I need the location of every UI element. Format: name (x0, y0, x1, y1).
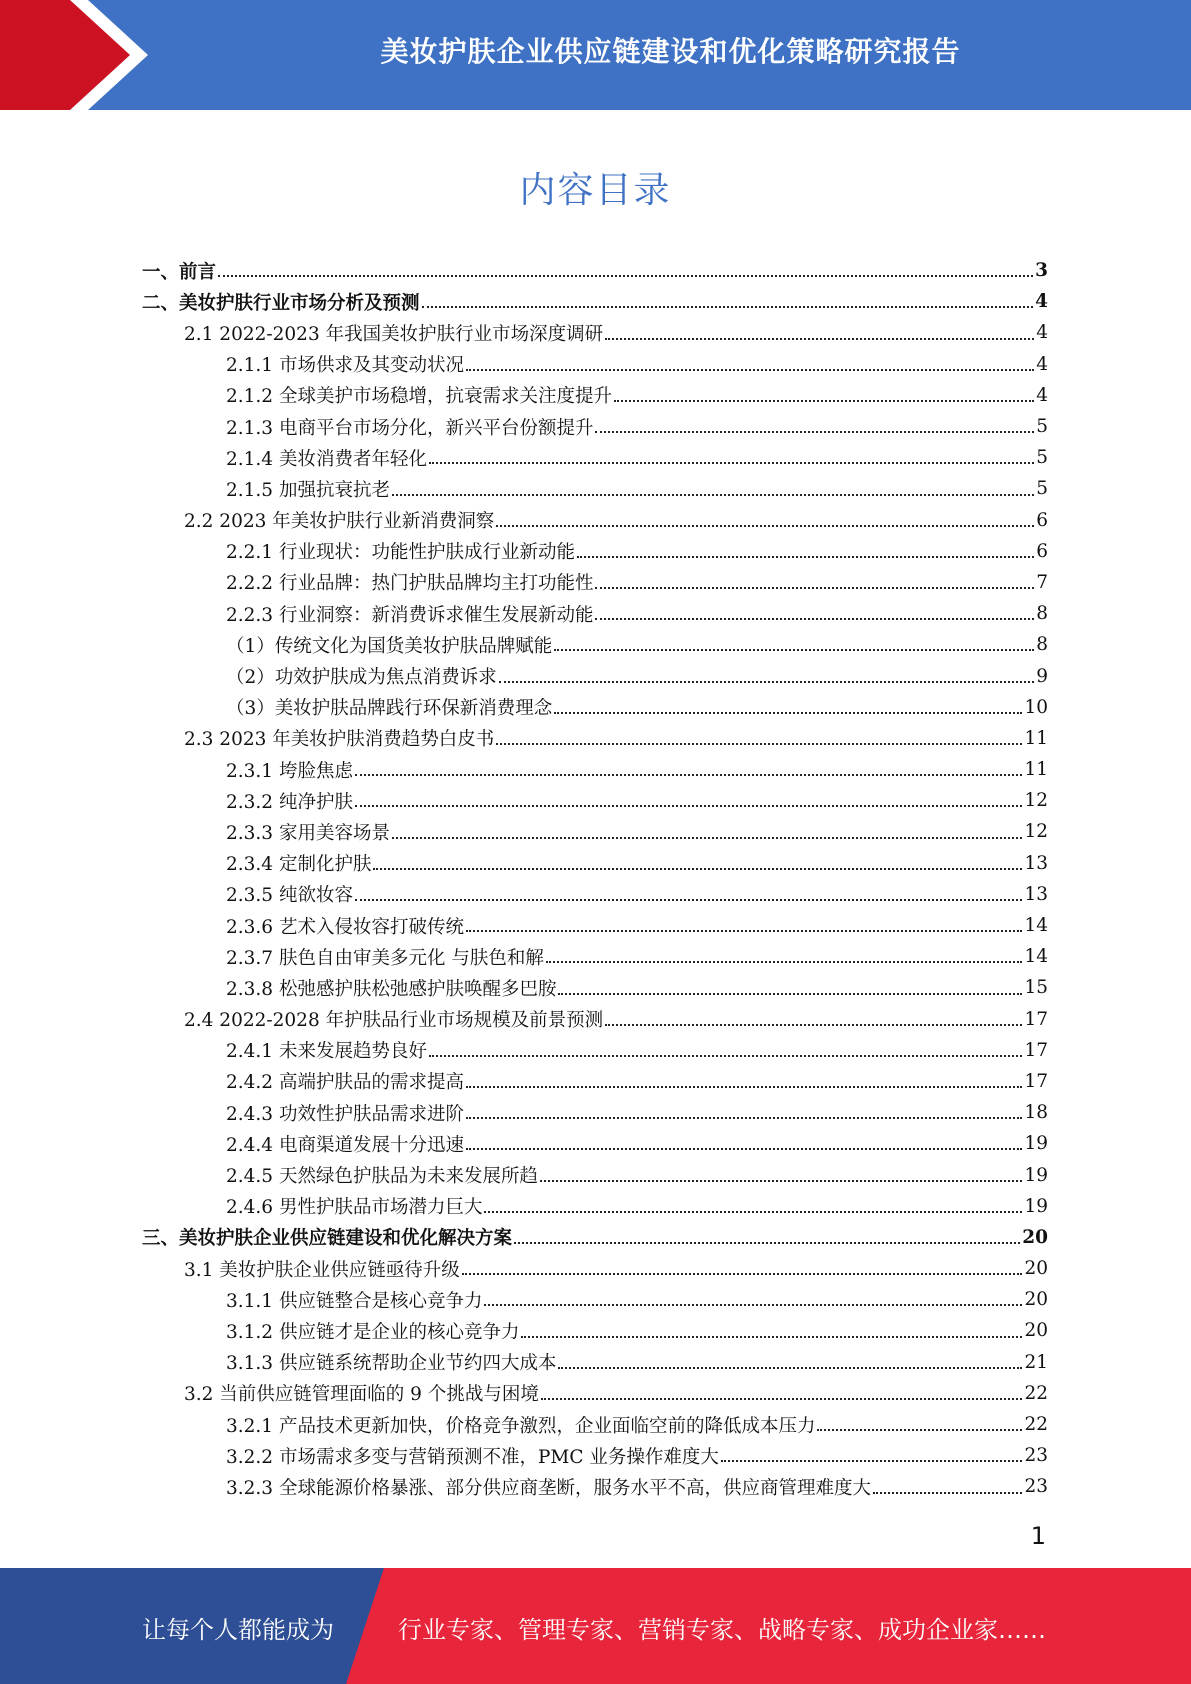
footer-slogan-left: 让每个人都能成为 (142, 1616, 334, 1644)
toc-entry[interactable] (142, 785, 1048, 816)
toc-entry[interactable] (142, 816, 1048, 847)
toc-entry[interactable] (142, 505, 1048, 536)
toc-entry-page: 20 (1024, 1258, 1048, 1280)
toc-entry[interactable] (142, 1378, 1048, 1409)
toc-entry-page: 5 (1036, 478, 1048, 500)
toc-entry-page: 20 (1022, 1226, 1048, 1248)
toc-entry-title: 3.2.2 市场需求多变与营销预测不准，PMC 业务操作难度大 (226, 1446, 719, 1468)
toc-entry-title: 2.4.4 电商渠道发展十分迅速 (226, 1134, 464, 1156)
toc-dot-leader (496, 742, 1022, 745)
toc-entry[interactable] (142, 723, 1048, 754)
toc-entry-page: 8 (1036, 634, 1048, 656)
toc-entry[interactable] (142, 1191, 1048, 1222)
toc-entry-page: 13 (1024, 883, 1048, 905)
toc-entry[interactable] (142, 411, 1048, 442)
toc-entry-page: 3 (1035, 260, 1048, 282)
toc-dot-leader (429, 1054, 1022, 1057)
toc-dot-leader (462, 1272, 1023, 1275)
toc-dot-leader (355, 804, 1023, 807)
toc-entry[interactable] (142, 442, 1048, 473)
toc-entry[interactable] (142, 567, 1048, 598)
toc-entry-title: 2.2.3 行业洞察：新消费诉求催生发展新动能 (226, 604, 594, 626)
toc-dot-leader (484, 1303, 1022, 1306)
toc-entry-page: 6 (1036, 540, 1048, 562)
toc-entry[interactable] (142, 598, 1048, 629)
toc-entry-page: 22 (1024, 1382, 1048, 1404)
toc-entry-title: 3.1 美妆护肤企业供应链亟待升级 (184, 1259, 460, 1281)
toc-entry[interactable] (142, 1440, 1048, 1471)
toc-entry-title: 2.2 2023 年美妆护肤行业新消费洞察 (184, 511, 495, 533)
toc-entry[interactable] (142, 1159, 1048, 1190)
toc-entry-title: 2.1.1 市场供求及其变动状况 (226, 355, 464, 377)
toc-entry-page: 6 (1036, 509, 1048, 531)
toc-dot-leader (422, 305, 1034, 308)
toc-entry-title: 2.1.5 加强抗衰抗老 (226, 479, 390, 501)
toc-entry[interactable] (142, 1066, 1048, 1097)
toc-dot-leader (554, 648, 1034, 651)
toc-entry-title: （2）功效护肤成为焦点消费诉求 (226, 667, 497, 689)
toc-entry-title: 3.1.1 供应链整合是核心竞争力 (226, 1290, 483, 1312)
toc-entry-title: 2.1.3 电商平台市场分化，新兴平台份额提升 (226, 417, 594, 439)
toc-entry-page: 19 (1024, 1133, 1048, 1155)
toc-dot-leader (466, 1147, 1022, 1150)
toc-entry-title: 一、前言 (142, 261, 217, 283)
toc-dot-leader (466, 368, 1034, 371)
toc-entry-page: 18 (1024, 1102, 1048, 1124)
toc-entry-page: 14 (1024, 915, 1048, 937)
toc-dot-leader (577, 555, 1034, 558)
toc-dot-leader (218, 274, 1033, 277)
toc-dot-leader (496, 524, 1034, 527)
toc-entry-page: 23 (1024, 1476, 1048, 1498)
toc-entry-title: 2.3 2023 年美妆护肤消费趋势白皮书 (184, 729, 495, 751)
toc-entry-title: 3.2.3 全球能源价格暴涨、部分供应商垄断，服务水平不高，供应商管理难度大 (226, 1477, 871, 1499)
toc-entry-title: 2.3.6 艺术入侵妆容打破传统 (226, 916, 464, 938)
toc-entry-page: 11 (1024, 727, 1048, 749)
toc-entry[interactable] (142, 848, 1048, 879)
toc-dot-leader (514, 1241, 1020, 1244)
toc-entry[interactable] (142, 473, 1048, 504)
report-title: 美妆护肤企业供应链建设和优化策略研究报告 (380, 35, 961, 68)
toc-entry[interactable] (142, 255, 1048, 286)
toc-entry-page: 11 (1024, 759, 1048, 781)
toc-entry-title: 2.3.8 松弛感护肤松弛感护肤唤醒多巴胺 (226, 978, 557, 1000)
toc-entry[interactable] (142, 380, 1048, 411)
toc-dot-leader (595, 430, 1034, 433)
toc-entry-page: 17 (1024, 1039, 1048, 1061)
toc-entry[interactable] (142, 1222, 1048, 1253)
toc-entry-title: 2.3.7 肤色自由审美多元化 与肤色和解 (226, 947, 544, 969)
toc-entry-page: 15 (1024, 977, 1048, 999)
toc-dot-leader (595, 586, 1034, 589)
toc-dot-leader (558, 1366, 1022, 1369)
toc-entry-page: 9 (1036, 665, 1048, 687)
toc-dot-leader (392, 836, 1022, 839)
toc-entry-page: 7 (1036, 571, 1048, 593)
toc-entry[interactable] (142, 629, 1048, 660)
toc-entry-page: 8 (1036, 603, 1048, 625)
toc-dot-leader (466, 1116, 1022, 1119)
toc-entry-title: 3.2 当前供应链管理面临的 9 个挑战与困境 (184, 1384, 539, 1406)
toc-dot-leader (721, 1459, 1023, 1462)
toc-entry-title: 2.4.3 功效性护肤品需求进阶 (226, 1103, 464, 1125)
toc-entry[interactable] (142, 317, 1048, 348)
toc-entry[interactable] (142, 286, 1048, 317)
toc-dot-leader (595, 617, 1034, 620)
toc-title: 内容目录 (519, 170, 672, 211)
toc-dot-leader (484, 1210, 1022, 1213)
toc-entry-title: （1）传统文化为国货美妆护肤品牌赋能 (226, 635, 553, 657)
toc-dot-leader (392, 493, 1034, 496)
toc-entry-title: 2.4.5 天然绿色护肤品为未来发展所趋 (226, 1166, 538, 1188)
toc-entry-title: 3.1.2 供应链才是企业的核心竞争力 (226, 1321, 520, 1343)
toc-entry[interactable] (142, 660, 1048, 691)
toc-entry[interactable] (142, 1253, 1048, 1284)
toc-entry[interactable] (142, 1409, 1048, 1440)
table-of-contents (142, 255, 1048, 1503)
toc-entry-page: 4 (1036, 384, 1048, 406)
toc-entry-title: 2.2.1 行业现状：功能性护肤成行业新动能 (226, 542, 575, 564)
toc-entry-title: 2.1 2022-2023 年我国美妆护肤行业市场深度调研 (184, 323, 604, 345)
toc-entry-title: 2.4.2 高端护肤品的需求提高 (226, 1072, 464, 1094)
toc-entry-page: 5 (1036, 447, 1048, 469)
toc-entry-page: 4 (1035, 291, 1048, 313)
toc-entry-title: 2.4 2022-2028 年护肤品行业市场规模及前景预测 (184, 1010, 604, 1032)
toc-entry-page: 17 (1024, 1070, 1048, 1092)
toc-entry[interactable] (142, 1471, 1048, 1502)
toc-entry-title: 2.3.1 垮脸焦虑 (226, 760, 353, 782)
toc-entry-page: 4 (1036, 353, 1048, 375)
toc-entry-title: 3.2.1 产品技术更新加快，价格竞争激烈，企业面临空前的降低成本压力 (226, 1415, 816, 1437)
toc-entry-title: （3）美妆护肤品牌践行环保新消费理念 (226, 698, 553, 720)
toc-dot-leader (373, 867, 1022, 870)
toc-entry[interactable] (142, 1128, 1048, 1159)
toc-entry-page: 13 (1024, 852, 1048, 874)
toc-dot-leader (558, 992, 1022, 995)
toc-dot-leader (605, 337, 1034, 340)
toc-entry-page: 20 (1024, 1320, 1048, 1342)
toc-entry[interactable] (142, 536, 1048, 567)
toc-entry-page: 14 (1024, 946, 1048, 968)
toc-entry[interactable] (142, 941, 1048, 972)
toc-entry[interactable] (142, 1315, 1048, 1346)
toc-entry-title: 2.4.6 男性护肤品市场潜力巨大 (226, 1197, 483, 1219)
toc-entry-title: 2.1.2 全球美护市场稳增，抗衰需求关注度提升 (226, 386, 612, 408)
toc-entry-page: 5 (1036, 416, 1048, 438)
toc-entry-title: 三、美妆护肤企业供应链建设和优化解决方案 (142, 1228, 513, 1250)
toc-entry[interactable] (142, 349, 1048, 380)
toc-entry-page: 19 (1024, 1164, 1048, 1186)
toc-entry-page: 17 (1024, 1008, 1048, 1030)
toc-dot-leader (873, 1491, 1022, 1494)
toc-entry-page: 21 (1024, 1351, 1048, 1373)
toc-dot-leader (355, 898, 1023, 901)
toc-entry[interactable] (142, 1004, 1048, 1035)
toc-entry[interactable] (142, 879, 1048, 910)
toc-dot-leader (546, 960, 1023, 963)
toc-entry[interactable] (142, 1347, 1048, 1378)
toc-entry[interactable] (142, 910, 1048, 941)
toc-entry-title: 3.1.3 供应链系统帮助企业节约四大成本 (226, 1353, 557, 1375)
toc-entry-page: 23 (1024, 1445, 1048, 1467)
toc-dot-leader (554, 711, 1022, 714)
toc-entry-title: 2.3.3 家用美容场景 (226, 822, 390, 844)
toc-dot-leader (541, 1397, 1023, 1400)
toc-dot-leader (466, 929, 1022, 932)
toc-entry[interactable] (142, 1097, 1048, 1128)
toc-entry-page: 4 (1036, 322, 1048, 344)
toc-entry-title: 2.3.5 纯欲妆容 (226, 885, 353, 907)
toc-entry-page: 22 (1024, 1414, 1048, 1436)
toc-entry-title: 2.2.2 行业品牌：热门护肤品牌均主打功能性 (226, 573, 594, 595)
toc-entry-page: 12 (1024, 790, 1048, 812)
toc-entry-title: 2.1.4 美妆消费者年轻化 (226, 448, 427, 470)
toc-dot-leader (499, 680, 1034, 683)
toc-dot-leader (429, 461, 1034, 464)
toc-dot-leader (466, 1085, 1022, 1088)
toc-entry-page: 19 (1024, 1195, 1048, 1217)
toc-dot-leader (355, 773, 1023, 776)
toc-entry[interactable] (142, 1035, 1048, 1066)
toc-entry[interactable] (142, 754, 1048, 785)
footer-slogan-right: 行业专家、管理专家、营销专家、战略专家、成功企业家…… (398, 1616, 1046, 1644)
toc-entry[interactable] (142, 1284, 1048, 1315)
toc-entry[interactable] (142, 972, 1048, 1003)
toc-dot-leader (817, 1428, 1022, 1431)
page-number: 1 (1030, 1522, 1046, 1550)
toc-entry-page: 10 (1024, 696, 1048, 718)
toc-entry-title: 2.4.1 未来发展趋势良好 (226, 1041, 427, 1063)
toc-entry-page: 20 (1024, 1289, 1048, 1311)
toc-dot-leader (540, 1179, 1022, 1182)
toc-dot-leader (614, 399, 1034, 402)
toc-entry-page: 12 (1024, 821, 1048, 843)
toc-entry-title: 2.3.4 定制化护肤 (226, 854, 372, 876)
toc-entry-title: 二、美妆护肤行业市场分析及预测 (142, 292, 420, 314)
toc-dot-leader (605, 1023, 1022, 1026)
toc-dot-leader (521, 1335, 1022, 1338)
toc-entry[interactable] (142, 692, 1048, 723)
header-band (0, 0, 1191, 110)
toc-entry-title: 2.3.2 纯净护肤 (226, 791, 353, 813)
